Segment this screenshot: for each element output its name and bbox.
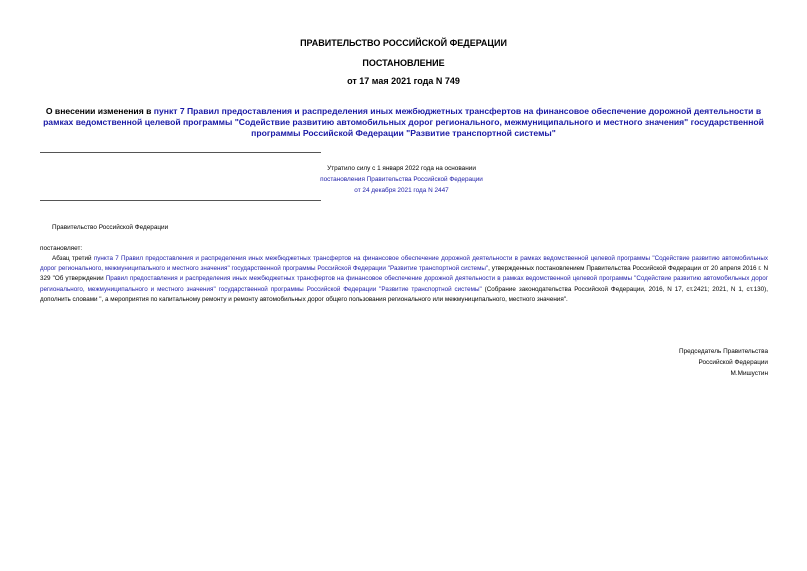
document-subject <box>40 106 767 139</box>
subject-link[interactable]: пункт 7 Правил предоставления и распределения иных межбюджетных трансфертов на финансовое обеспечение дорожной деятельности в рамках ведомственной целевой программы "Содействие развитию автомобильных дорог регионального, межмуниципального и местного значения" государственной программы Российской Федерации "Развитие транспортной системы" <box>43 106 764 138</box>
lost-force-link-1[interactable]: постановления Правительства Российской Федерации <box>320 176 483 183</box>
decides-label: постановляет: <box>40 245 83 252</box>
signature-name: М.Мишустин <box>730 370 768 377</box>
signature-title: Председатель Правительства <box>679 348 768 355</box>
lost-force-line-1: Утратило силу с 1 января 2022 года на основании <box>327 165 476 172</box>
paragraph-link-rules[interactable]: Правил предоставления и распределения иных межбюджетных трансфертов на финансовое обеспечение дорожной деятельности в рамках ведомственной целевой программы "Содействие развитию автомобильных дорог регионального, межмуниципального и местного значения" государственной программы Российской Федерации "Развитие транспортной системы" <box>40 275 768 293</box>
lost-force-note <box>300 163 503 196</box>
government-title: ПРАВИТЕЛЬСТВО РОССИЙСКОЙ ФЕДЕРАЦИИ <box>300 38 507 48</box>
paragraph-link-point7[interactable]: пункта 7 Правил предоставления и распределения иных межбюджетных трансфертов на финансовое обеспечение дорожной деятельности в рамках ведомственной целевой программы "Содействие развитию автомобильных дорог регионального, межмуниципального и местного значения" государственной программы Российской Федерации "Развитие транспортной системы" <box>40 255 769 273</box>
lost-force-link-2[interactable]: от 24 декабря 2021 года N 2447 <box>354 187 449 194</box>
divider-top <box>40 152 321 153</box>
amendment-paragraph <box>40 254 768 305</box>
government-label: Правительство Российской Федерации <box>52 224 169 231</box>
signature-block <box>679 346 768 379</box>
signature-org: Российской Федерации <box>698 359 768 366</box>
paragraph-start: Абзац третий <box>52 255 94 262</box>
paragraph-end: (Собрание законодательства Российской Федерации, 2016, N 17, ст.2421; 2021, N 1, ст.130), дополнить словами ", а мероприятия по капитальному ремонту и ремонту автомобильных дорог общего пользования регионального или межмуниципального, местного значения". <box>40 285 768 303</box>
paragraph-middle: , утвержденных постановлением Правительства Российской Федерации от 20 апреля 2016 г. N 329 "Об утверждении <box>40 265 768 283</box>
subject-prefix: О внесении изменения в <box>45 106 154 116</box>
divider-bottom <box>40 200 321 201</box>
document-type: ПОСТАНОВЛЕНИЕ <box>362 58 445 68</box>
document-date-number: от 17 мая 2021 года N 749 <box>347 76 460 86</box>
